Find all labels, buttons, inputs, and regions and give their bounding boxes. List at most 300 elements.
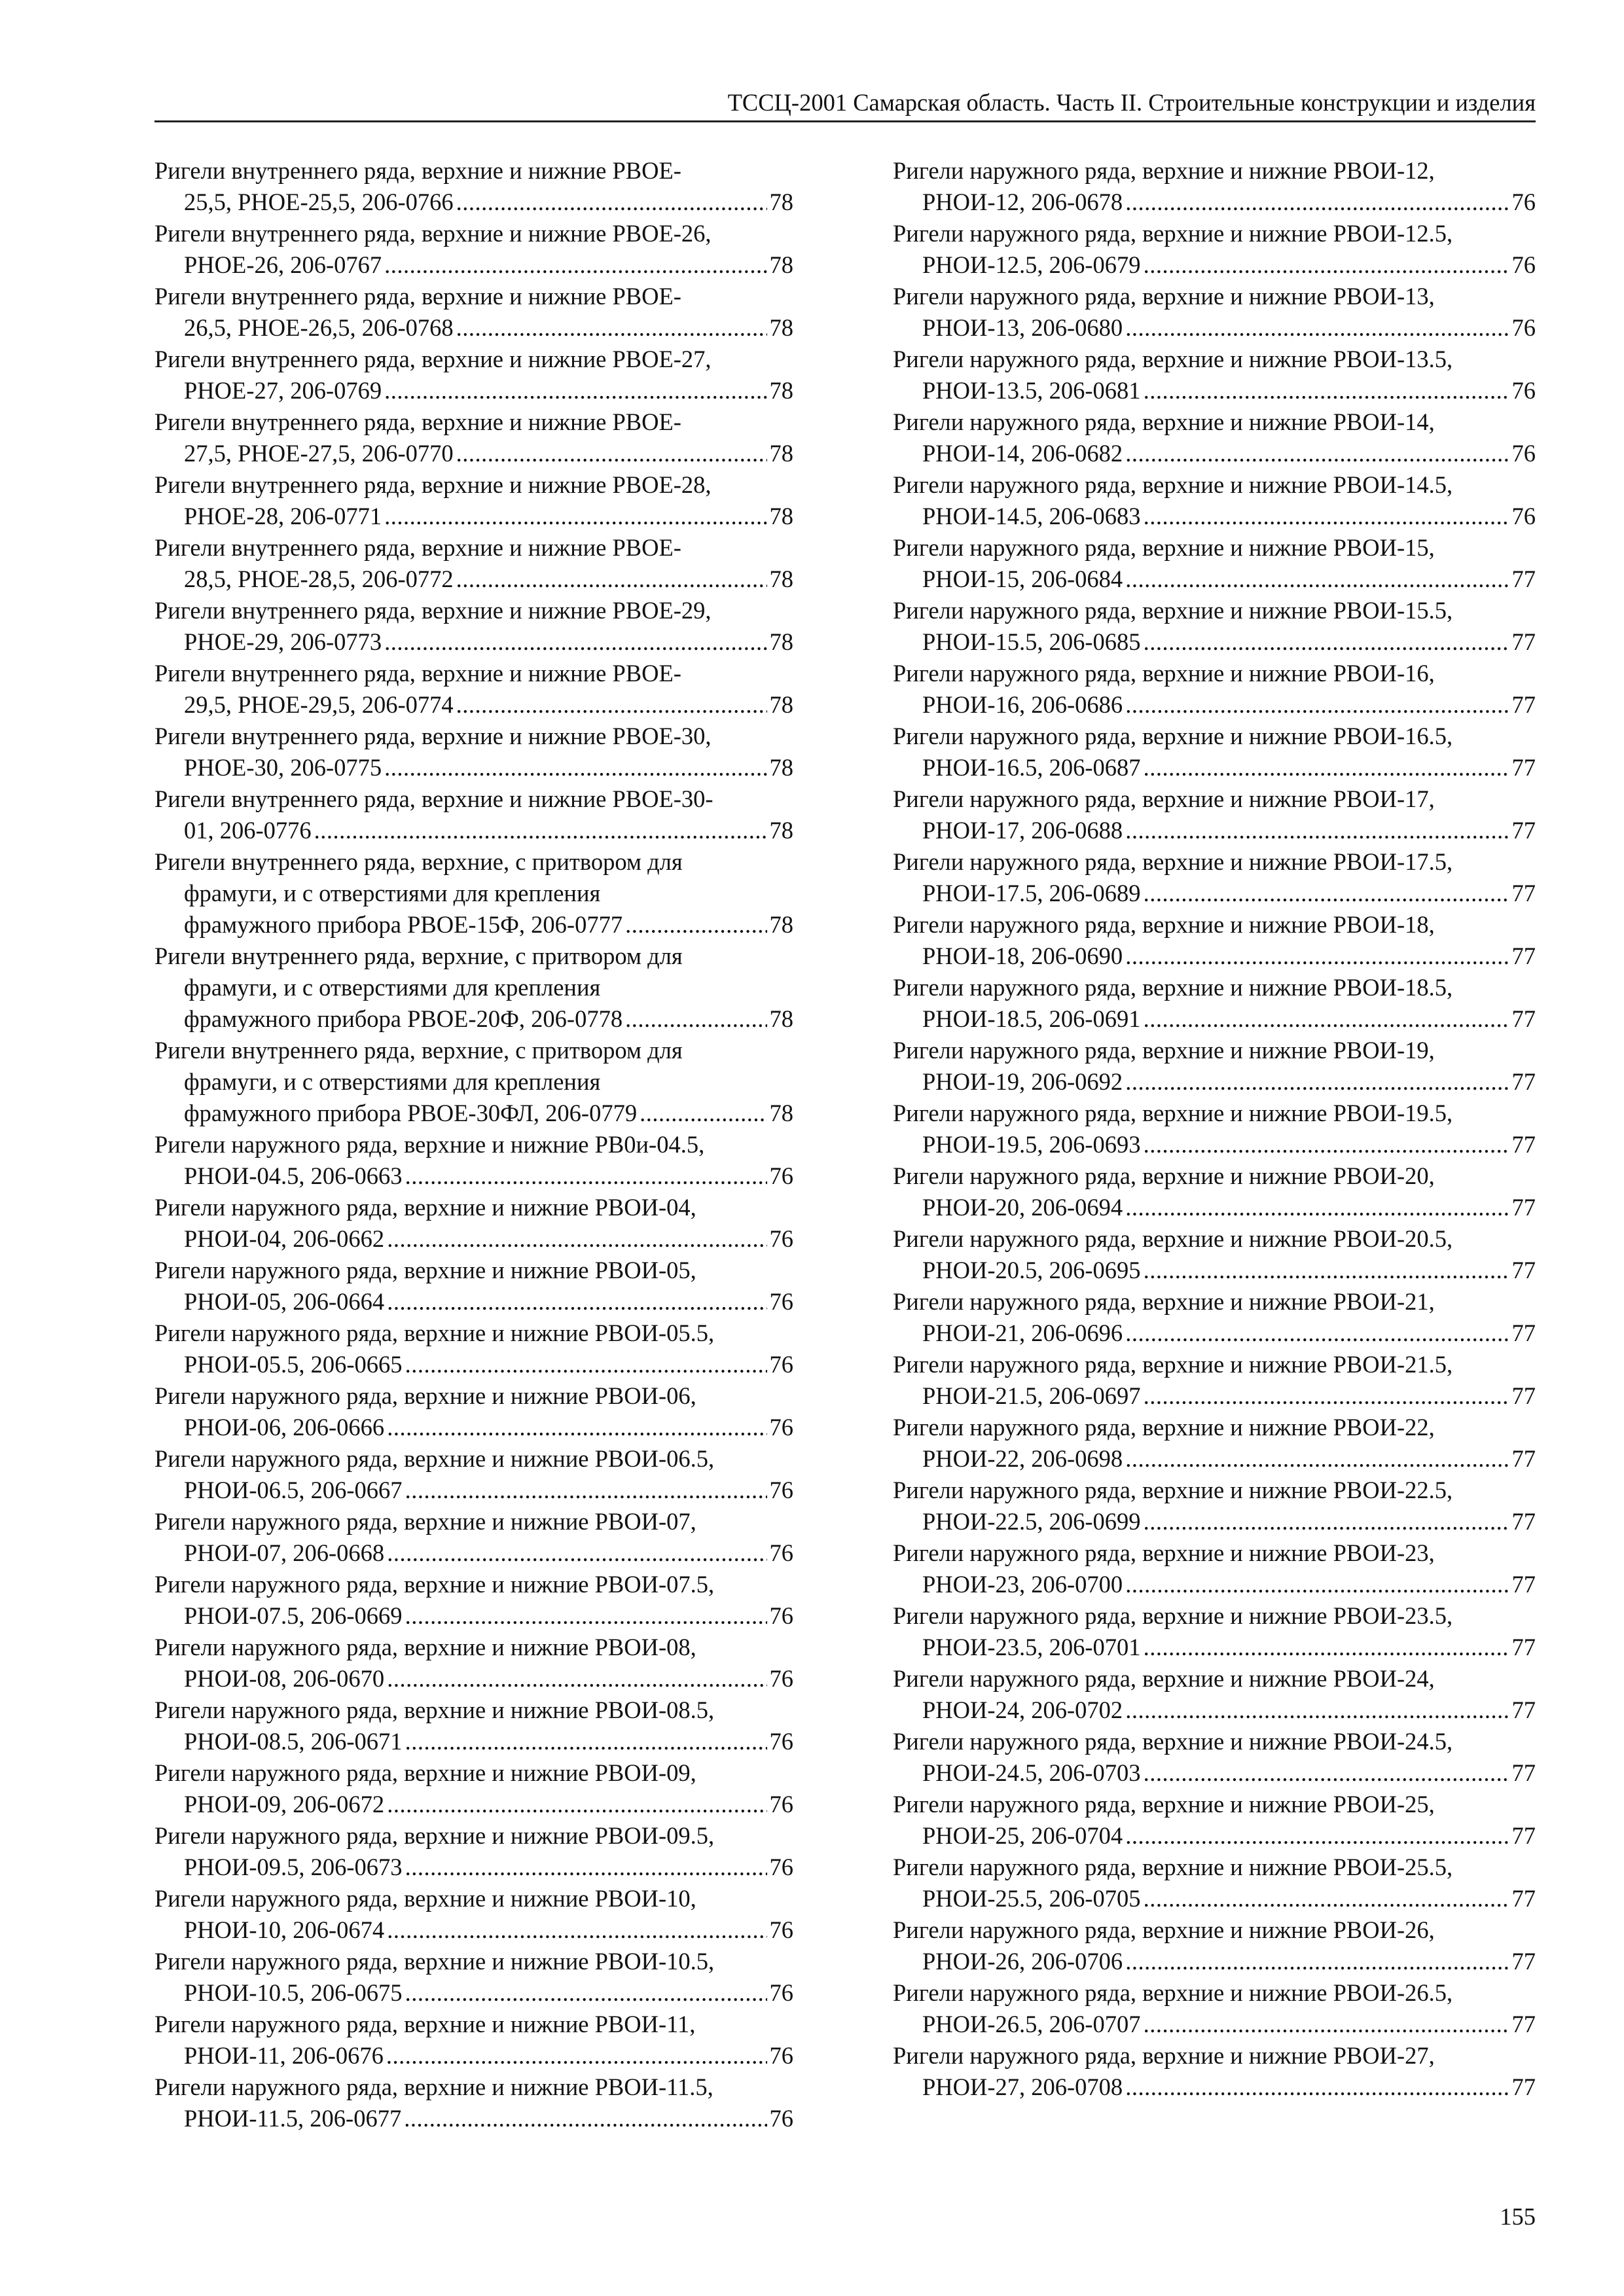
entry-line	[154, 218, 793, 249]
entry-line	[154, 2103, 793, 2134]
entry-page-number: 76	[769, 1539, 793, 1566]
entry-line	[893, 438, 1536, 469]
dot-leader	[1125, 1695, 1509, 1726]
dot-leader	[314, 815, 767, 846]
index-entry	[893, 972, 1536, 1035]
entry-page-number: 77	[1511, 880, 1536, 906]
index-entry	[154, 1695, 793, 1757]
entry-line	[154, 312, 793, 344]
entry-text: Ригели наружного ряда, верхние и нижние РВОИ-14.5,	[893, 471, 1453, 498]
entry-line	[154, 941, 793, 972]
entry-page-number: 76	[769, 2042, 793, 2069]
entry-line	[154, 1663, 793, 1695]
entry-text: фрамужного прибора РВОЕ-20Ф, 206-0778	[184, 1005, 623, 1032]
entry-line	[893, 595, 1536, 626]
index-entry	[893, 1914, 1536, 1977]
entry-text: РНОИ-22.5, 206-0699	[922, 1508, 1141, 1535]
dot-leader	[405, 1160, 767, 1192]
index-entry	[893, 658, 1536, 721]
index-entry	[154, 658, 793, 721]
entry-text: Ригели наружного ряда, верхние и нижние РВОИ-27,	[893, 2042, 1435, 2069]
entry-line	[893, 564, 1536, 595]
index-entry	[154, 1506, 793, 1569]
entry-text: Ригели внутреннего ряда, верхние и нижние РВОЕ-	[154, 157, 681, 184]
entry-text: Ригели наружного ряда, верхние и нижние РВОИ-24,	[893, 1665, 1435, 1692]
entry-line	[154, 689, 793, 721]
dot-leader	[625, 1003, 767, 1035]
entry-text: 25,5, РНОЕ-25,5, 206-0766	[184, 188, 454, 215]
dot-leader	[384, 752, 767, 783]
entry-line	[893, 1695, 1536, 1726]
entry-page-number: 77	[1511, 1885, 1536, 1912]
entry-line	[893, 375, 1536, 406]
entry-line	[154, 626, 793, 658]
entry-line	[154, 878, 793, 909]
entry-text: 01, 206-0776	[184, 817, 312, 844]
dot-leader	[1125, 187, 1509, 218]
entry-page-number: 76	[1511, 503, 1536, 529]
entry-text: Ригели внутреннего ряда, верхние и нижние РВОЕ-30,	[154, 723, 712, 749]
entry-text: РНОИ-04.5, 206-0663	[184, 1162, 403, 1189]
dot-leader	[1144, 1506, 1509, 1537]
index-entry	[893, 281, 1536, 344]
index-entry	[893, 1663, 1536, 1726]
entry-page-number: 77	[1511, 1822, 1536, 1849]
entry-text: Ригели наружного ряда, верхние и нижние РВОИ-18.5,	[893, 974, 1453, 1001]
entry-line	[893, 469, 1536, 501]
entry-page-number: 77	[1511, 1319, 1536, 1346]
entry-line	[893, 2009, 1536, 2040]
entry-line	[154, 1789, 793, 1820]
dot-leader	[1144, 1883, 1509, 1914]
entry-line	[154, 564, 793, 595]
entry-line	[893, 721, 1536, 752]
entry-page-number: 76	[769, 1225, 793, 1252]
dot-leader	[1144, 2009, 1509, 2040]
index-entry	[154, 1757, 793, 1820]
index-entry	[154, 1129, 793, 1192]
entry-page-number: 76	[1511, 251, 1536, 278]
dot-leader	[405, 1852, 767, 1883]
dot-leader	[387, 1789, 767, 1820]
entry-line	[893, 658, 1536, 689]
entry-line	[893, 1475, 1536, 1506]
entry-text: РНОИ-18.5, 206-0691	[922, 1005, 1141, 1032]
entry-line	[893, 1852, 1536, 1883]
entry-page-number: 76	[769, 1791, 793, 1818]
entry-line	[893, 972, 1536, 1003]
entry-text: РНОИ-24, 206-0702	[922, 1696, 1123, 1723]
entry-line	[154, 1757, 793, 1789]
entry-line	[154, 1820, 793, 1852]
entry-page-number: 77	[1511, 817, 1536, 844]
dot-leader	[1125, 438, 1509, 469]
entry-text: РНОИ-21.5, 206-0697	[922, 1382, 1141, 1409]
entry-page-number: 78	[769, 503, 793, 529]
entry-text: Ригели наружного ряда, верхние и нижние РВОИ-26,	[893, 1916, 1435, 1943]
index-entry	[893, 218, 1536, 281]
entry-line	[154, 721, 793, 752]
dot-leader	[404, 2103, 767, 2134]
index-entry	[893, 469, 1536, 532]
entry-line	[893, 1160, 1536, 1192]
entry-page-number: 77	[1511, 628, 1536, 655]
dot-leader	[456, 438, 767, 469]
entry-line	[893, 1380, 1536, 1412]
entry-text: Ригели внутреннего ряда, верхние и нижние РВОЕ-28,	[154, 471, 712, 498]
dot-leader	[405, 1977, 767, 2009]
entry-text: РНОИ-12.5, 206-0679	[922, 251, 1141, 278]
entry-text: РНОИ-07, 206-0668	[184, 1539, 385, 1566]
index-entry	[154, 2072, 793, 2134]
entry-line	[154, 1506, 793, 1537]
index-entry	[893, 1098, 1536, 1160]
entry-text: Ригели наружного ряда, верхние и нижние РВОИ-19.5,	[893, 1100, 1453, 1126]
entry-text: Ригели наружного ряда, верхние и нижние РВОИ-20,	[893, 1162, 1435, 1189]
entry-text: Ригели внутреннего ряда, верхние и нижние РВОЕ-26,	[154, 220, 712, 247]
index-entry	[893, 1852, 1536, 1914]
entry-page-number: 78	[769, 314, 793, 341]
entry-page-number: 76	[1511, 188, 1536, 215]
entry-text: РНОИ-17, 206-0688	[922, 817, 1123, 844]
dot-leader	[384, 375, 767, 406]
dot-leader	[640, 1098, 767, 1129]
entry-page-number: 77	[1511, 1571, 1536, 1598]
entry-text: Ригели наружного ряда, верхние и нижние РВОИ-10.5,	[154, 1948, 715, 1975]
entry-page-number: 76	[769, 2105, 793, 2132]
entry-text: 28,5, РНОЕ-28,5, 206-0772	[184, 565, 454, 592]
index-entry	[154, 595, 793, 658]
entry-line	[893, 187, 1536, 218]
entry-text: РНОИ-10.5, 206-0675	[184, 1979, 403, 2006]
entry-page-number: 76	[1511, 314, 1536, 341]
dot-leader	[1125, 941, 1509, 972]
running-header	[154, 84, 1536, 122]
entry-page-number: 78	[769, 188, 793, 215]
entry-line	[154, 1695, 793, 1726]
entry-line	[154, 155, 793, 187]
index-entry	[154, 344, 793, 406]
entry-text: фрамуги, и с отверстиями для крепления	[184, 1068, 601, 1095]
dot-leader	[405, 1349, 767, 1380]
entry-line	[893, 1255, 1536, 1286]
entry-line	[154, 1914, 793, 1946]
index-entry	[893, 909, 1536, 972]
index-entry	[893, 1286, 1536, 1349]
entry-text: Ригели наружного ряда, верхние и нижние РВОИ-25.5,	[893, 1854, 1453, 1880]
entry-line	[893, 1349, 1536, 1380]
entry-line	[154, 1632, 793, 1663]
entry-text: Ригели наружного ряда, верхние и нижние РВОИ-08.5,	[154, 1696, 715, 1723]
entry-line	[893, 815, 1536, 846]
dot-leader	[1144, 1255, 1509, 1286]
entry-page-number: 78	[769, 440, 793, 467]
index-entry	[154, 1443, 793, 1506]
entry-text: Ригели наружного ряда, верхние и нижние РВОИ-13,	[893, 283, 1435, 310]
index-entry	[893, 1789, 1536, 1852]
entry-line	[154, 1318, 793, 1349]
entry-text: РНОЕ-29, 206-0773	[184, 628, 382, 655]
entry-page-number: 77	[1511, 1445, 1536, 1472]
dot-leader	[456, 187, 767, 218]
entry-page-number: 78	[769, 817, 793, 844]
entry-text: РНОИ-12, 206-0678	[922, 188, 1123, 215]
entry-page-number: 77	[1511, 565, 1536, 592]
entry-line	[893, 249, 1536, 281]
index-entry	[154, 1318, 793, 1380]
entry-line	[893, 501, 1536, 532]
index-entry	[893, 1977, 1536, 2040]
entry-text: Ригели наружного ряда, верхние и нижние РВОИ-07,	[154, 1508, 696, 1535]
index-entry	[154, 155, 793, 218]
index-entry	[893, 406, 1536, 469]
entry-text: Ригели наружного ряда, верхние и нижние РВОИ-04,	[154, 1194, 696, 1221]
dot-leader	[1144, 626, 1509, 658]
entry-line	[893, 1569, 1536, 1600]
entry-text: РНОИ-27, 206-0708	[922, 2073, 1123, 2100]
entry-line	[893, 1977, 1536, 2009]
entry-line	[154, 1569, 793, 1600]
entry-text: РНОИ-09, 206-0672	[184, 1791, 385, 1818]
entry-text: РНОИ-11.5, 206-0677	[184, 2105, 402, 2132]
entry-page-number: 77	[1511, 691, 1536, 718]
entry-page-number: 78	[769, 628, 793, 655]
entry-line	[154, 1129, 793, 1160]
dot-leader	[387, 1412, 767, 1443]
entry-text: Ригели внутреннего ряда, верхние, с притвором для	[154, 942, 683, 969]
header-title: ТССЦ-2001 Самарская область. Часть II. Строительные конструкции и изделия	[727, 89, 1536, 116]
entry-line	[154, 846, 793, 878]
entry-line	[893, 1129, 1536, 1160]
entry-line	[154, 532, 793, 564]
entry-text: РНОИ-24.5, 206-0703	[922, 1759, 1141, 1786]
index-entry	[154, 469, 793, 532]
dot-leader	[1125, 1318, 1509, 1349]
dot-leader	[1125, 1569, 1509, 1600]
entry-text: Ригели наружного ряда, верхние и нижние РВОИ-07.5,	[154, 1571, 715, 1598]
entry-line	[893, 312, 1536, 344]
entry-page-number: 78	[769, 1005, 793, 1032]
entry-line	[893, 941, 1536, 972]
entry-line	[154, 1380, 793, 1412]
index-entry	[154, 2009, 793, 2072]
dot-leader	[405, 1600, 767, 1632]
index-column-right	[893, 155, 1536, 2103]
entry-line	[893, 1914, 1536, 1946]
entry-line	[154, 438, 793, 469]
entry-text: РНОЕ-30, 206-0775	[184, 754, 382, 781]
entry-line	[893, 1223, 1536, 1255]
entry-text: РНОИ-20.5, 206-0695	[922, 1257, 1141, 1283]
dot-leader	[1144, 1003, 1509, 1035]
entry-text: Ригели наружного ряда, верхние и нижние РВОИ-12.5,	[893, 220, 1453, 247]
entry-line	[154, 375, 793, 406]
entry-line	[154, 406, 793, 438]
dot-leader	[384, 249, 767, 281]
entry-page-number: 77	[1511, 1696, 1536, 1723]
entry-line	[893, 1632, 1536, 1663]
entry-page-number: 78	[769, 251, 793, 278]
dot-leader	[456, 564, 767, 595]
entry-line	[154, 1443, 793, 1475]
index-entry	[893, 1600, 1536, 1663]
dot-leader	[1125, 1066, 1509, 1098]
entry-page-number: 78	[769, 691, 793, 718]
index-entry	[154, 406, 793, 469]
index-entry	[154, 1946, 793, 2009]
index-entry	[893, 1349, 1536, 1412]
entry-text: 27,5, РНОЕ-27,5, 206-0770	[184, 440, 454, 467]
dot-leader	[1125, 312, 1509, 344]
index-entry	[893, 1726, 1536, 1789]
entry-text: РНОИ-11, 206-0676	[184, 2042, 384, 2069]
entry-page-number: 77	[1511, 1131, 1536, 1158]
entry-text: РНОИ-09.5, 206-0673	[184, 1854, 403, 1880]
entry-text: РНОИ-19.5, 206-0693	[922, 1131, 1141, 1158]
entry-text: фрамуги, и с отверстиями для крепления	[184, 880, 601, 906]
entry-text: РНОИ-13.5, 206-0681	[922, 377, 1141, 404]
entry-line	[154, 1349, 793, 1380]
entry-line	[893, 281, 1536, 312]
index-entry	[154, 1192, 793, 1255]
entry-text: Ригели наружного ряда, верхние и нижние РВОИ-25,	[893, 1791, 1435, 1818]
entry-page-number: 78	[769, 754, 793, 781]
entry-text: Ригели внутреннего ряда, верхние, с притвором для	[154, 1037, 683, 1064]
entry-text: Ригели наружного ряда, верхние и нижние РВОИ-10,	[154, 1885, 696, 1912]
dot-leader	[384, 501, 767, 532]
dot-leader	[405, 1726, 767, 1757]
entry-line	[154, 1192, 793, 1223]
entry-line	[154, 752, 793, 783]
entry-text: Ригели внутреннего ряда, верхние и нижние РВОЕ-	[154, 408, 681, 435]
dot-leader	[1144, 1380, 1509, 1412]
index-entry	[154, 721, 793, 783]
entry-text: РНОЕ-27, 206-0769	[184, 377, 382, 404]
entry-text: Ригели внутреннего ряда, верхние и нижние РВОЕ-30-	[154, 785, 713, 812]
entry-text: Ригели наружного ряда, верхние и нижние РВОИ-11.5,	[154, 2073, 713, 2100]
dot-leader	[1125, 1192, 1509, 1223]
entry-text: РНОИ-18, 206-0690	[922, 942, 1123, 969]
entry-line	[154, 783, 793, 815]
entry-line	[893, 1443, 1536, 1475]
entry-text: Ригели наружного ряда, верхние и нижние РВОИ-21.5,	[893, 1351, 1453, 1378]
entry-page-number: 76	[769, 1477, 793, 1503]
dot-leader	[1125, 1443, 1509, 1475]
dot-leader	[1144, 878, 1509, 909]
entry-line	[893, 344, 1536, 375]
entry-line	[893, 1286, 1536, 1318]
entry-page-number: 77	[1511, 942, 1536, 969]
entry-line	[893, 406, 1536, 438]
entry-text: Ригели наружного ряда, верхние и нижние РВОИ-06,	[154, 1382, 696, 1409]
entry-page-number: 78	[769, 911, 793, 938]
entry-page-number: 76	[1511, 377, 1536, 404]
entry-line	[154, 2040, 793, 2072]
index-entry	[154, 1569, 793, 1632]
dot-leader	[1144, 501, 1509, 532]
dot-leader	[1125, 1820, 1509, 1852]
index-entry	[893, 2040, 1536, 2103]
entry-text: Ригели наружного ряда, верхние и нижние РВОИ-05,	[154, 1257, 696, 1283]
entry-line	[893, 1600, 1536, 1632]
entry-line	[154, 1286, 793, 1318]
index-entry	[893, 1412, 1536, 1475]
entry-line	[154, 501, 793, 532]
entry-text: РНОИ-14.5, 206-0683	[922, 503, 1141, 529]
entry-text: РНОИ-10, 206-0674	[184, 1916, 385, 1943]
entry-line	[893, 752, 1536, 783]
entry-page-number: 76	[769, 1665, 793, 1692]
entry-text: РНОИ-14, 206-0682	[922, 440, 1123, 467]
entry-text: Ригели наружного ряда, верхние и нижние РВОИ-11,	[154, 2011, 696, 2037]
dot-leader	[1125, 2072, 1509, 2103]
entry-page-number: 76	[769, 1288, 793, 1315]
entry-line	[154, 972, 793, 1003]
entry-line	[154, 187, 793, 218]
entry-line	[154, 1977, 793, 2009]
entry-text: РНОИ-26, 206-0706	[922, 1948, 1123, 1975]
dot-leader	[387, 1223, 767, 1255]
entry-line	[154, 1852, 793, 1883]
entry-text: Ригели наружного ряда, верхние и нижние РВОИ-12,	[893, 157, 1435, 184]
entry-page-number: 76	[769, 1162, 793, 1189]
entry-page-number: 77	[1511, 1005, 1536, 1032]
index-entry	[893, 344, 1536, 406]
index-entry	[154, 281, 793, 344]
entry-page-number: 78	[769, 1100, 793, 1126]
entry-page-number: 76	[769, 1916, 793, 1943]
entry-text: Ригели наружного ряда, верхние и нижние РВОИ-06.5,	[154, 1445, 715, 1472]
dot-leader	[1125, 1946, 1509, 1977]
dot-leader	[387, 1914, 767, 1946]
entry-text: РНОИ-17.5, 206-0689	[922, 880, 1141, 906]
entry-text: РНОИ-04, 206-0662	[184, 1225, 385, 1252]
entry-line	[893, 689, 1536, 721]
entry-line	[893, 1883, 1536, 1914]
entry-text: 29,5, РНОЕ-29,5, 206-0774	[184, 691, 454, 718]
entry-line	[154, 1883, 793, 1914]
entry-text: Ригели наружного ряда, верхние и нижние РВОИ-17.5,	[893, 848, 1453, 875]
entry-text: Ригели внутреннего ряда, верхние и нижние РВОЕ-	[154, 283, 681, 310]
entry-text: РНОИ-20, 206-0694	[922, 1194, 1123, 1221]
index-entry	[893, 595, 1536, 658]
entry-text: Ригели наружного ряда, верхние и нижние РВ0и-04.5,	[154, 1131, 705, 1158]
entry-line	[154, 909, 793, 941]
entry-page-number: 76	[1511, 440, 1536, 467]
entry-line	[893, 1506, 1536, 1537]
entry-text: РНОИ-26.5, 206-0707	[922, 2011, 1141, 2037]
entry-text: РНОИ-23, 206-0700	[922, 1571, 1123, 1598]
entry-text: Ригели наружного ряда, верхние и нижние РВОИ-20.5,	[893, 1225, 1453, 1252]
dot-leader	[1125, 564, 1509, 595]
entry-page-number: 76	[769, 1854, 793, 1880]
entry-text: РНОИ-19, 206-0692	[922, 1068, 1123, 1095]
entry-line	[154, 1066, 793, 1098]
entry-text: Ригели наружного ряда, верхние и нижние РВОИ-15,	[893, 534, 1435, 561]
entry-line	[893, 2040, 1536, 2072]
entry-page-number: 77	[1511, 1508, 1536, 1535]
dot-leader	[1144, 375, 1509, 406]
entry-line	[893, 1663, 1536, 1695]
dot-leader	[405, 1475, 767, 1506]
entry-text: Ригели внутреннего ряда, верхние и нижние РВОЕ-	[154, 660, 681, 687]
entry-text: Ригели наружного ряда, верхние и нижние РВОИ-16.5,	[893, 723, 1453, 749]
entry-text: РНОИ-05, 206-0664	[184, 1288, 385, 1315]
entry-line	[154, 815, 793, 846]
entry-text: Ригели наружного ряда, верхние и нижние РВОИ-24.5,	[893, 1728, 1453, 1755]
entry-line	[893, 1066, 1536, 1098]
dot-leader	[625, 909, 767, 941]
